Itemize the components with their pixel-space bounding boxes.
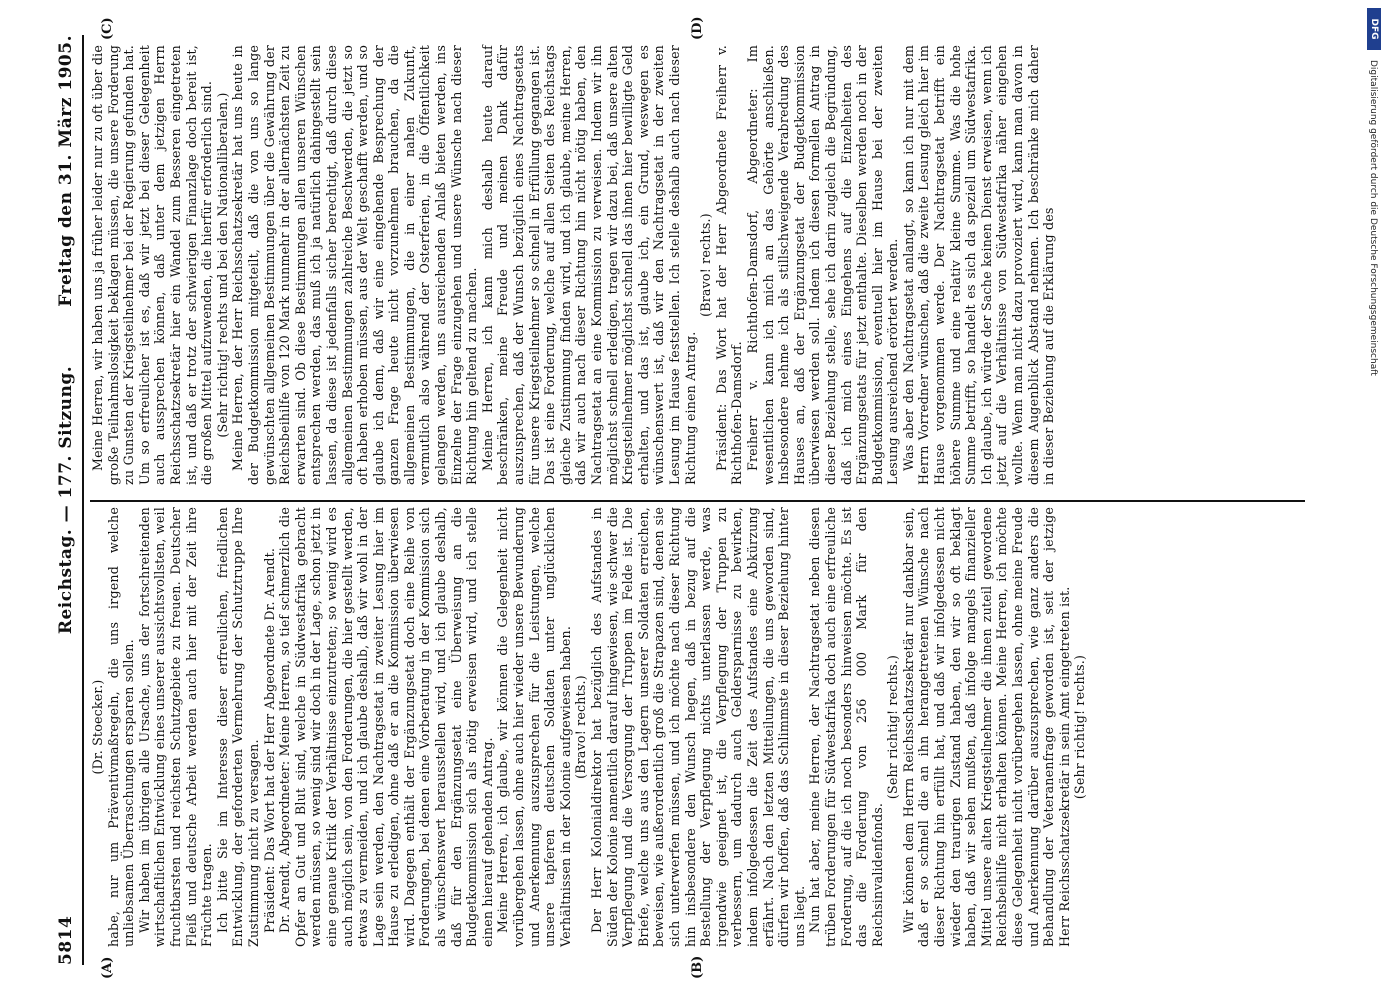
paragraph: Präsident: Das Wort hat der Herr Abgeordnete Freiherr v. Richthofen-Damsdorf. bbox=[713, 45, 745, 485]
paragraph: Der Herr Kolonialdirektor hat bezüglich des Aufstandes in Süden der Kolonie namentlich darauf hingewiesen, wie schwer die Verpflegung und die Versorgung der Truppen im Felde ist. Die Briefe, welche uns aus den Lagern unserer Soldaten erreichen, beweisen, wie außerordentlich groß die Strapazen sind, denen sie sich unterwerfen müssen, und ich möchte nach dieser Richtung hin insbesondere den Wunsch hegen, daß in bezug auf die Bestellung der Verpflegung nichts unterlassen werde, was irgendwie geeignet ist, die Verpflegung der Truppen zu verbessern, um dadurch auch Geldersparnisse zu bewirken, indem infolgedessen die Zeit des Aufstandes eine Abkürzung erfährt. Nach den letzten Mitteilungen, die uns geworden sind, dürfen wir hoffen, daß das Schlimmste in dieser Beziehung hinter uns liegt. bbox=[589, 507, 807, 947]
paragraph: habe, nur um Präventivmaßregeln, die uns irgend welche unliebsamen Überraschungen ersparen sollen. bbox=[105, 507, 137, 947]
column-rule bbox=[90, 500, 1305, 502]
interjection: (Bravo! rechts.) bbox=[698, 213, 714, 317]
header-rule bbox=[82, 35, 84, 965]
interjection: (Bravo! rechts.) bbox=[573, 675, 589, 779]
paragraph: Dr. Arendt, Abgeordneter: Meine Herren, so tief schmerzlich die Opfer an Gut und Blut sind, welche in Südwestafrika gebracht werden müssen, so wenig sind wir doch in der Lage, schon jetzt in eine genaue Kritik der Verhältnisse einzutreten; so wenig wird es auch möglich sein, von den Forderungen, die hier gestellt werden, etwas zu vermeiden, und ich glaube deshalb, daß wir wohl in der Lage sein werden, den Nachtragsetat in zweiter Lesung hier im Hause zu erledigen, ohne daß er an die Kommission überwiesen wird. Dagegen enthält der Ergänzungsetat doch eine Reihe von Forderungen, bei denen eine Vorberatung in der Kommission sich als wünschenswert herausstellen wird, und ich glaube deshalb, daß für den Ergänzungsetat eine Überweisung an die Budgetkommission sich als nötig erweisen wird, und ich stelle einen hierauf gehenden Antrag. bbox=[277, 507, 495, 947]
paragraph: Was aber den Nachtragsetat anlangt, so kann ich nur mit dem Herrn Vorredner wünschen, daß die zweite Lesung gleich hier im Hause vorgenommen werde. Der Nachtragsetat betrifft ein höhere Summe und eine relativ kleine Summe. Was die hohe Summe betrifft, so handelt es sich da speziell um Südwestafrika. Ich glaube, ich würde der Sache keinen Dienst erweisen, wenn ich jetzt auf die Verhältnisse von Südwestafrika näher eingehen wollte. Wenn man nicht dazu provoziert wird, kann man davon in diesem Augenblick Abstand nehmen. Ich beschränke mich daher in dieser Beziehung auf die Erklärung des bbox=[900, 45, 1057, 485]
page-title: Reichstag. — 177. Sitzung. bbox=[56, 365, 76, 635]
margin-marker-d: (D) bbox=[690, 16, 705, 40]
interjection: (Sehr richtig! rechts.) bbox=[1072, 654, 1088, 800]
page-header bbox=[50, 35, 80, 965]
paragraph: Nun hat aber, meine Herren, der Nachtragsetat neben diesen trüben Forderungen für Südwestafrika doch auch eine erfreuliche Forderung, auf die ich noch besonders hinweisen möchte. Es ist das die Forderung von 256 000 Mark für den Reichsinvalidenfonds. bbox=[807, 507, 885, 947]
page-number: 5814 bbox=[56, 915, 76, 965]
paragraph: Freiherr v. Richthofen-Damsdorf, Abgeordneter: Im wesentlichen kann ich mich an das Gehörte anschließen. Insbesondere nehme ich als stillschweigende Verabredung des Hauses an, daß der Ergänzungsetat der Budgetkommission überwiesen werden soll. Indem ich diesen formellen Antrag in dieser Beziehung stelle, sehe ich darin zugleich die Begründung, daß ich mich eines Eingehens auf die Einzelheiten des Ergänzungsetats für jetzt enthalte. Dieselben werden noch in der Budgetkommission, eventuell hier im Hause bei der zweiten Lesung ausreichend erörtert werden. bbox=[744, 45, 901, 485]
page-date: Freitag den 31. März 1905. bbox=[56, 35, 76, 307]
speaker-note: (Dr. Stoecker.) bbox=[90, 679, 105, 775]
paragraph: Meine Herren, ich glaube, wir können die Gelegenheit nicht vorübergehen lassen, ohne auch hier wieder unsere Bewunderung und Anerkennung auszusprechen für die Leistungen, welche unsere tapferen deutschen Soldaten unter unglücklichen Verhältnissen in der Kolonie aufgewiesen haben. bbox=[495, 507, 573, 947]
margin-marker-a: (A) bbox=[100, 956, 115, 979]
credit-text: Digitalisierung gefördert durch die Deutsche Forschungsgemeinschaft bbox=[1368, 60, 1378, 376]
interjection: (Sehr richtig! rechts.) bbox=[885, 654, 901, 800]
dfg-logo: DFG bbox=[1367, 8, 1381, 50]
left-column bbox=[90, 507, 1305, 947]
digitization-credit bbox=[1365, 60, 1381, 960]
right-column bbox=[90, 45, 1305, 485]
paragraph: Wir haben im übrigen alle Ursache, uns der fortschreitenden wirtschaftlichen Entwicklung eines unserer aussichtsvollsten, weil fruchtbarsten und reichsten Schutzgebiete zu freuen. Deutscher Fleiß und deutsche Arbeit werden auch hier mit der Zeit ihre Früchte tragen. bbox=[136, 507, 215, 947]
paragraph: Ich bitte Sie im Interesse dieser erfreulichen, friedlichen Entwicklung, der geforderten Vermehrung der Schutztruppe Ihre Zustimmung nicht zu versagen. bbox=[214, 507, 261, 947]
paragraph: Wir können dem Herrn Reichsschatzsekretär nur dankbar sein, daß er so schnell die an ihn herangetretenen Wünsche nach dieser Richtung hin erfüllt hat, und daß wir infolgedessen nicht wieder den traurigen Zustand haben, den wir so oft beklagt haben, daß wir sehen mußten, daß infolge mangels finanzieller Mittel unsere alten Kriegsteilnehmer die ihnen zuteil gewordene Reichsbeihilfe nicht erhalten können. Meine Herren, ich möchte diese Gelegenheit nicht vorübergehen lassen, ohne meine Freude und Anerkennung darüber auszusprechen, wie ganz anders die Behandlung der Veteranenfrage geworden ist, seit der jetzige Herr Reichsschatzsekretär in sein Amt eingetreten ist. bbox=[900, 507, 1072, 947]
paragraph: Präsident: Das Wort hat der Herr Abgeordnete Dr. Arendt. bbox=[261, 547, 277, 933]
rotated-sheet bbox=[50, 16, 1315, 979]
interjection: (Sehr richtig! rechts und bei den Nationalliberalen.) bbox=[214, 92, 230, 438]
page bbox=[50, 16, 1315, 979]
paragraph: Meine Herren, ich kann mich deshalb heute darauf beschränken, meine Freude und meinen Dank dafür auszusprechen, daß der Wunsch bezüglich eines Nachtragsetats für unsere Kriegsteilnehmer so schnell in Erfüllung gegangen ist. Das ist eine Forderung, welche auf allen Seiten des Reichstags gleiche Zustimmung finden wird, und ich glaube, meine Herren, daß wir auch nach dieser Richtung hin nicht nötig haben, den Nachtragsetat an eine Kommission zu verweisen. Indem wir ihn möglichst schnell erledigen, tragen wir dazu bei, daß unsere alten Kriegsteilnehmer möglichst schnell das ihnen hier bewilligte Geld erhalten, und das ist, glaube ich, ein Grund, weswegen es wünschenswert ist, daß wir den Nachtragsetat in der zweiten Lesung im Hause feststellen. Ich stelle deshalb auch nach dieser Richtung einen Antrag. bbox=[479, 45, 698, 485]
paragraph: Meine Herren, der Herr Reichsschatzsekretär hat uns heute in der Budgetkommission mitgeteilt, daß die von uns so lange gewünschten allgemeinen Bestimmungen über die Gewährung der Reichsbeihilfe von 120 Mark nunmehr in der allernächsten Zeit zu erwarten sind. Ob diese Bestimmungen allen unseren Wünschen entsprechen werden, das muß ich ja natürlich dahingestellt sein lassen, da diese ist jedenfalls sicher berechtigt, daß durch diese allgemeinen Bestimmungen zahlreiche Beschwerden, die jetzt so oft haben erhoben müssen, aus der Welt geschafft werden, und so glaube ich denn, daß wir eine eingehende Besprechung der ganzen Frage heute nicht vorzunehmen brauchen, da die allgemeinen Bestimmungen, die in einer nahen Zukunft, vermutlich also während der Osterferien, in die Öffentlichkeit gelangen werden, uns ausreichenden Anlaß bieten werden, ins Einzelne der Frage einzugehen und unsere Wünsche nach dieser Richtung hin geltend zu machen. bbox=[230, 45, 480, 485]
paragraph: Meine Herren, wir haben uns ja früher leider nur zu oft über die große Teilnahmslosigkeit beklagen müssen, die unsere Forderung zu Gunsten der Kriegsteilnehmer bei der Regierung gefunden hat. Um so erfreulicher ist es, daß wir jetzt bei dieser Gelegenheit auch aussprechen können, daß unter dem jetzigen Herrn Reichsschatzsekretär hier ein Wandel zum Besseren eingetreten ist, und daß er trotz der schwierigen Finanzlage doch bereit ist, die großen Mittel aufzuwenden, die hierfür erforderlich sind. bbox=[90, 45, 215, 485]
margin-marker-c: (C) bbox=[100, 17, 115, 40]
margin-marker-b: (B) bbox=[690, 955, 705, 979]
